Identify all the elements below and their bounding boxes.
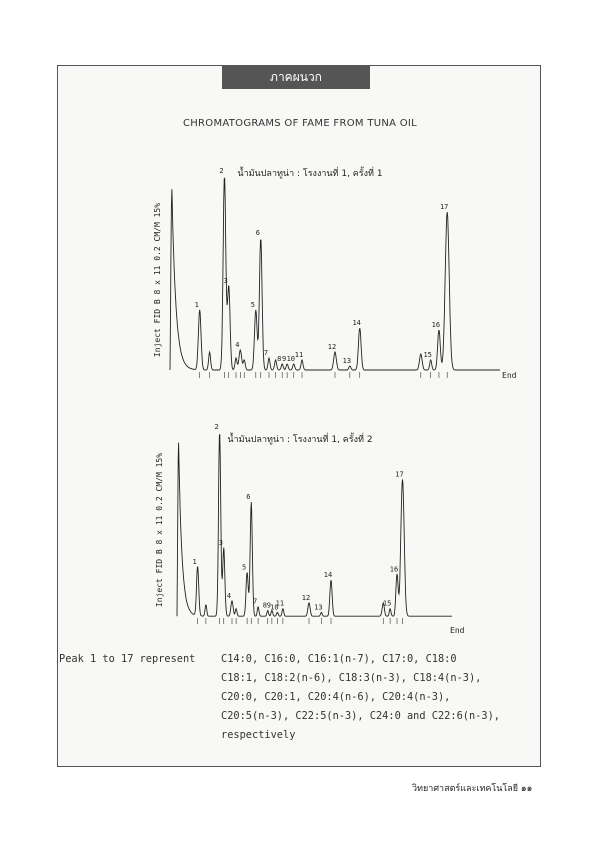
peak-label: 16 <box>389 565 399 574</box>
peak-label: 7 <box>263 349 269 357</box>
peak-label: 3 <box>218 538 223 547</box>
peak-label: 12 <box>327 343 337 351</box>
peak-legend-line: respectively <box>221 729 296 741</box>
peak-legend-line: C20:0, C20:1, C20:4(n-6), C20:4(n-3), <box>221 691 451 703</box>
peak-label: 17 <box>439 203 449 211</box>
peak-label: 12 <box>301 593 311 602</box>
chromatogram-1-ylabel: Inject FID B 8 x 11 0.2 CM/M 15% <box>153 202 162 358</box>
page-title: CHROMATOGRAMS OF FAME FROM TUNA OIL <box>182 118 418 129</box>
peak-label: 11 <box>294 351 304 359</box>
peak-label: 7 <box>252 597 258 606</box>
peak-legend-line: C14:0, C16:0, C16:1(n-7), C17:0, C18:0 <box>221 653 457 665</box>
peak-legend-lead: Peak 1 to 17 represent <box>59 653 196 665</box>
peak-label: 6 <box>255 229 260 237</box>
peak-label: 10 <box>286 355 296 363</box>
peak-legend-line: C18:1, C18:2(n-6), C18:3(n-3), C18:4(n-3), <box>221 672 482 684</box>
peak-label: 14 <box>323 571 333 580</box>
peak-label: 11 <box>275 599 285 608</box>
peak-label: 2 <box>219 167 224 175</box>
peak-label: 13 <box>314 603 323 612</box>
peak-label: 15 <box>382 599 392 608</box>
peak-label: 1 <box>192 557 197 566</box>
peak-label: 14 <box>352 319 361 327</box>
peak-label: 15 <box>423 351 432 359</box>
chromatogram-trace <box>177 435 452 617</box>
peak-label: 6 <box>246 493 251 502</box>
peak-label: 5 <box>250 301 255 309</box>
peak-label: 5 <box>241 563 247 572</box>
peak-label: 8 <box>262 601 267 610</box>
chromatogram-1 <box>150 160 530 390</box>
chromatogram-trace <box>170 178 500 370</box>
peak-label: 2 <box>214 422 219 431</box>
chromatogram-1-subtitle: น้ำมันปลาทูน่า : โรงงานที่ 1, ครั้งที่ 1 <box>237 169 383 179</box>
chromatogram-1-end-label: End <box>502 371 517 380</box>
section-label: ภาคผนวก <box>222 65 370 89</box>
peak-label: 17 <box>395 470 404 479</box>
peak-label: 4 <box>235 341 240 349</box>
peak-label: 3 <box>223 277 228 285</box>
chromatogram-2-ylabel: Inject FID B 8 x 11 0.2 CM/M 15% <box>155 452 164 608</box>
peak-label: 9 <box>266 601 272 610</box>
peak-label: 8 <box>277 355 282 363</box>
peak-legend-line: C20:5(n-3), C22:5(n-3), C24:0 and C22:6(n-3), <box>221 710 500 722</box>
peak-legend <box>59 650 539 745</box>
chromatogram-2-subtitle: น้ำมันปลาทูน่า : โรงงานที่ 1, ครั้งที่ 2 <box>227 435 373 445</box>
peak-label: 13 <box>342 357 352 365</box>
peak-label: 16 <box>431 321 441 329</box>
peak-label: 1 <box>194 301 199 309</box>
peak-label: 10 <box>270 603 279 612</box>
peak-label: 9 <box>281 355 287 363</box>
page-footer: วิทยาศาสตร์และเทคโนโลยี ๑๑ <box>412 784 533 794</box>
chromatogram-2 <box>150 420 530 640</box>
peak-label: 4 <box>226 592 232 600</box>
chromatogram-2-end-label: End <box>450 626 465 635</box>
